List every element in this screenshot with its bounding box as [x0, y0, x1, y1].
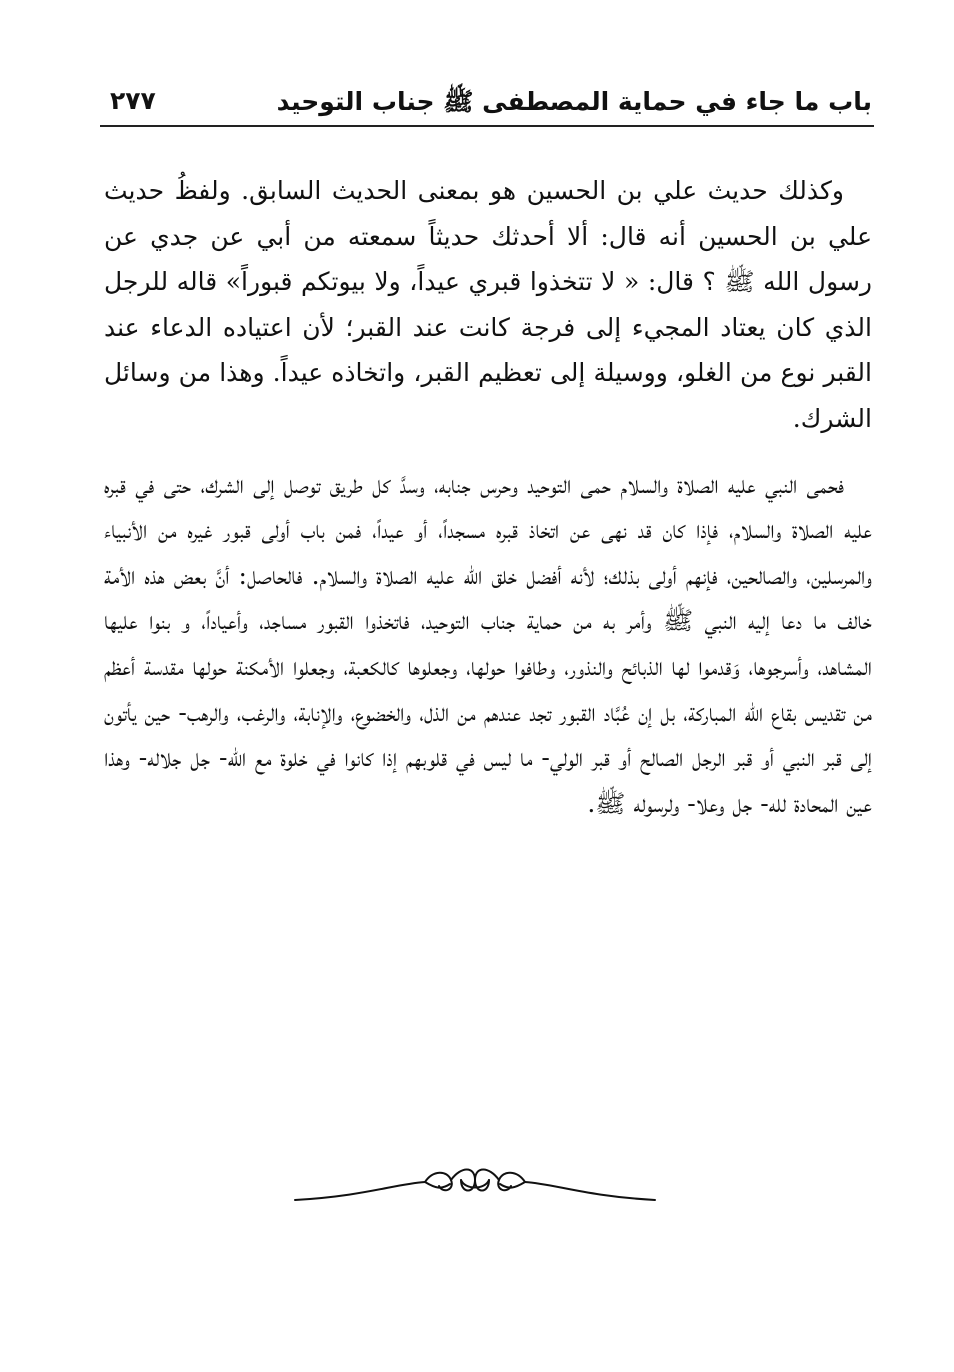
page-number: ٢٧٧	[110, 86, 156, 115]
ornament-flourish-icon	[285, 1160, 665, 1220]
body-text	[104, 168, 872, 826]
header-rule	[100, 125, 874, 127]
running-header	[104, 82, 872, 122]
paragraph: فحمى النبي عليه الصلاة والسلام حمى التوحيد وحرس جنابه، وسدَّ كل طريق توصل إلى الشرك، حتى في قبره عليه الصلاة والسلام، فإذا كان قد نهى عن اتخاذ قبره مسجداً، أو عيداً، فمن باب أولى قبور غيره من الأنبياء والمرسلين، والصالحين، فإنهم أولى بذلك؛ لأنه أفضل خلق الله عليه الصلاة والسلام. فالحاصل: أنَّ بعض هذه الأمة خالف ما دعا إليه النبي ﷺ وأمر به من حماية جناب التوحيد، فاتخذوا القبور مساجد، وأعياداً، و بنوا عليها المشاهد، وأسرجوها، وَقدموا لها الذبائح والنذور، وطافوا حولها، وجعلوها كالكعبة، وجعلوا الأمكنة حولها مقدسة أعظم من تقديس بقاع الله المباركة، بل إن عُبَّاد القبور تجد عندهم من الذل، والخضوع، والإنابة، والرغب، والرهب- حين يأتون إلى قبر النبي أو قبر الرجل الصالح أو قبر الولي- ما ليس في قلوبهم إذا كانوا في خلوة مع الله- جل جلاله- وهذا عين المحادة لله- جل وعلا- ولرسوله ﷺ.	[104, 469, 872, 818]
paragraph: وكذلك حديث علي بن الحسين هو بمعنى الحديث السابق. ولفظُ حديث علي بن الحسين أنه قال: ألا أحدثك حديثاً سمعته من أبي عن جدي عن رسول الله ﷺ ؟ قال: « لا تتخذوا قبري عيداً، ولا بيوتكم قبوراً» قاله للرجل الذي كان يعتاد المجيء إلى فرجة كانت عند القبر؛ لأن اعتياده الدعاء عند القبر نوع من الغلو، ووسيلة إلى تعظيم القبر، واتخاذه عيداً. وهذا من وسائل الشرك.	[104, 176, 872, 433]
chapter-title: باب ما جاء في حماية المصطفى ﷺ جناب التوحيد	[276, 87, 872, 116]
